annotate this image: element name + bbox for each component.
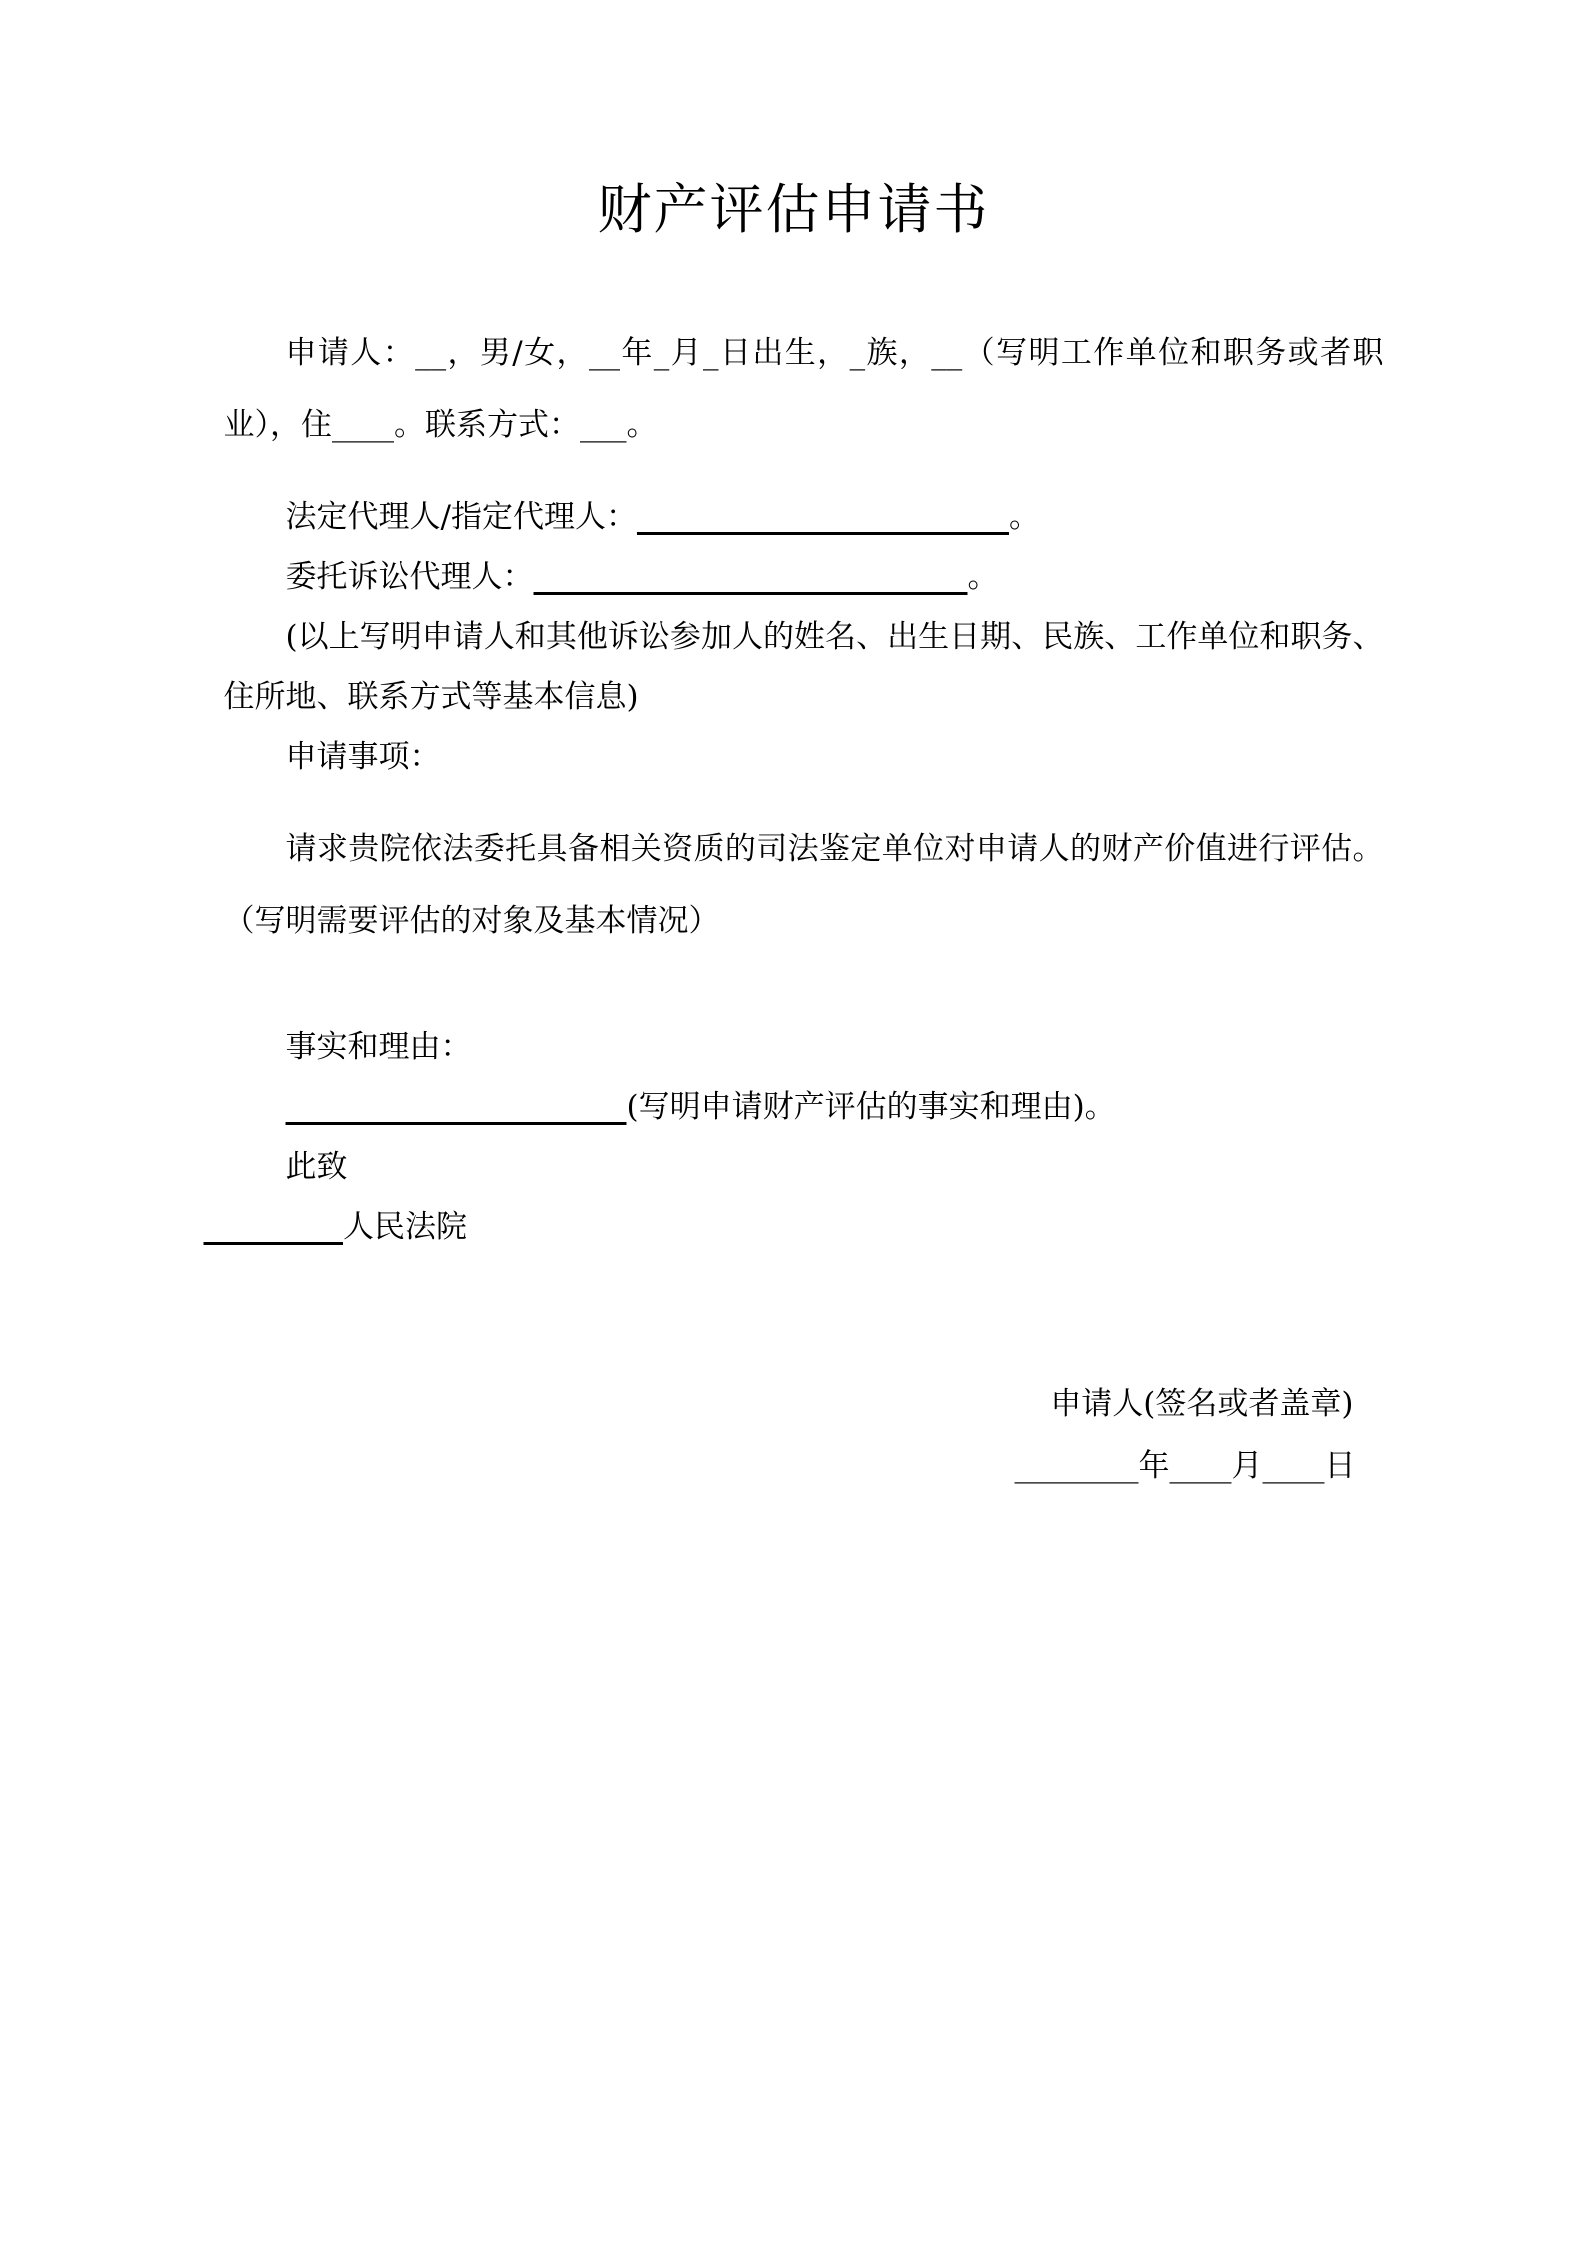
request-heading-section	[204, 727, 1384, 787]
legal-agent-line	[224, 487, 1384, 547]
applicant-paragraph: 申请人：__，男/女，__年_月_日出生，_族，__（写明工作单位和职务或者职业），住____。联系方式：___。	[223, 334, 1384, 443]
spacer-before-signature	[0, 1257, 1587, 1331]
spacer-applicant-agent	[0, 461, 1587, 487]
spacer-before-facts	[0, 957, 1587, 1017]
entrusted-agent-line	[224, 547, 1384, 607]
legal-agent-section	[204, 487, 1384, 547]
applicant-section	[204, 317, 1384, 461]
court-line	[204, 1197, 1384, 1257]
facts-note: (写明申请财产评估的事实和理由)。	[626, 1088, 1116, 1125]
facts-body-line	[224, 1077, 1384, 1137]
request-body-section	[204, 813, 1384, 957]
facts-heading: 事实和理由：	[285, 1028, 472, 1065]
facts-heading-section	[204, 1017, 1384, 1077]
court-label: 人民法院	[343, 1208, 467, 1245]
entrusted-agent-end: 。	[967, 558, 999, 595]
court-section	[204, 1197, 1384, 1257]
legal-agent-blank: ________________________	[636, 498, 1009, 535]
salutation-section	[204, 1137, 1384, 1197]
identity-note-text: (以上写明申请人和其他诉讼参加人的姓名、出生日期、民族、工作单位和职务、住所地、联系方式等基本信息)	[223, 618, 1384, 715]
court-name-blank: _________	[203, 1208, 343, 1245]
spacer-before-signature-2	[0, 1331, 1587, 1373]
entrusted-agent-blank: ____________________________	[533, 558, 968, 595]
request-heading: 申请事项：	[285, 738, 441, 775]
facts-body-section	[204, 1077, 1384, 1137]
request-body-text: 请求贵院依法委托具备相关资质的司法鉴定单位对申请人的财产价值进行评估。（写明需要评估的对象及基本情况）	[223, 830, 1384, 939]
salutation-text: 此致	[285, 1148, 348, 1185]
facts-blank: ______________________	[285, 1088, 627, 1125]
entrusted-agent-label: 委托诉讼代理人：	[285, 558, 534, 595]
identity-note-section	[204, 607, 1384, 727]
page-title: 财产评估申请书	[597, 178, 990, 241]
spacer-request	[0, 787, 1587, 813]
signature-date-line: ________年____月____日	[1014, 1447, 1356, 1484]
signature-section	[204, 1373, 1384, 1497]
legal-agent-end: 。	[1008, 498, 1040, 535]
legal-agent-label: 法定代理人/指定代理人：	[285, 498, 637, 535]
spacer-after-title	[0, 243, 1587, 317]
entrusted-agent-section	[204, 547, 1384, 607]
signature-applicant-line: 申请人(签名或者盖章)	[1050, 1385, 1354, 1422]
